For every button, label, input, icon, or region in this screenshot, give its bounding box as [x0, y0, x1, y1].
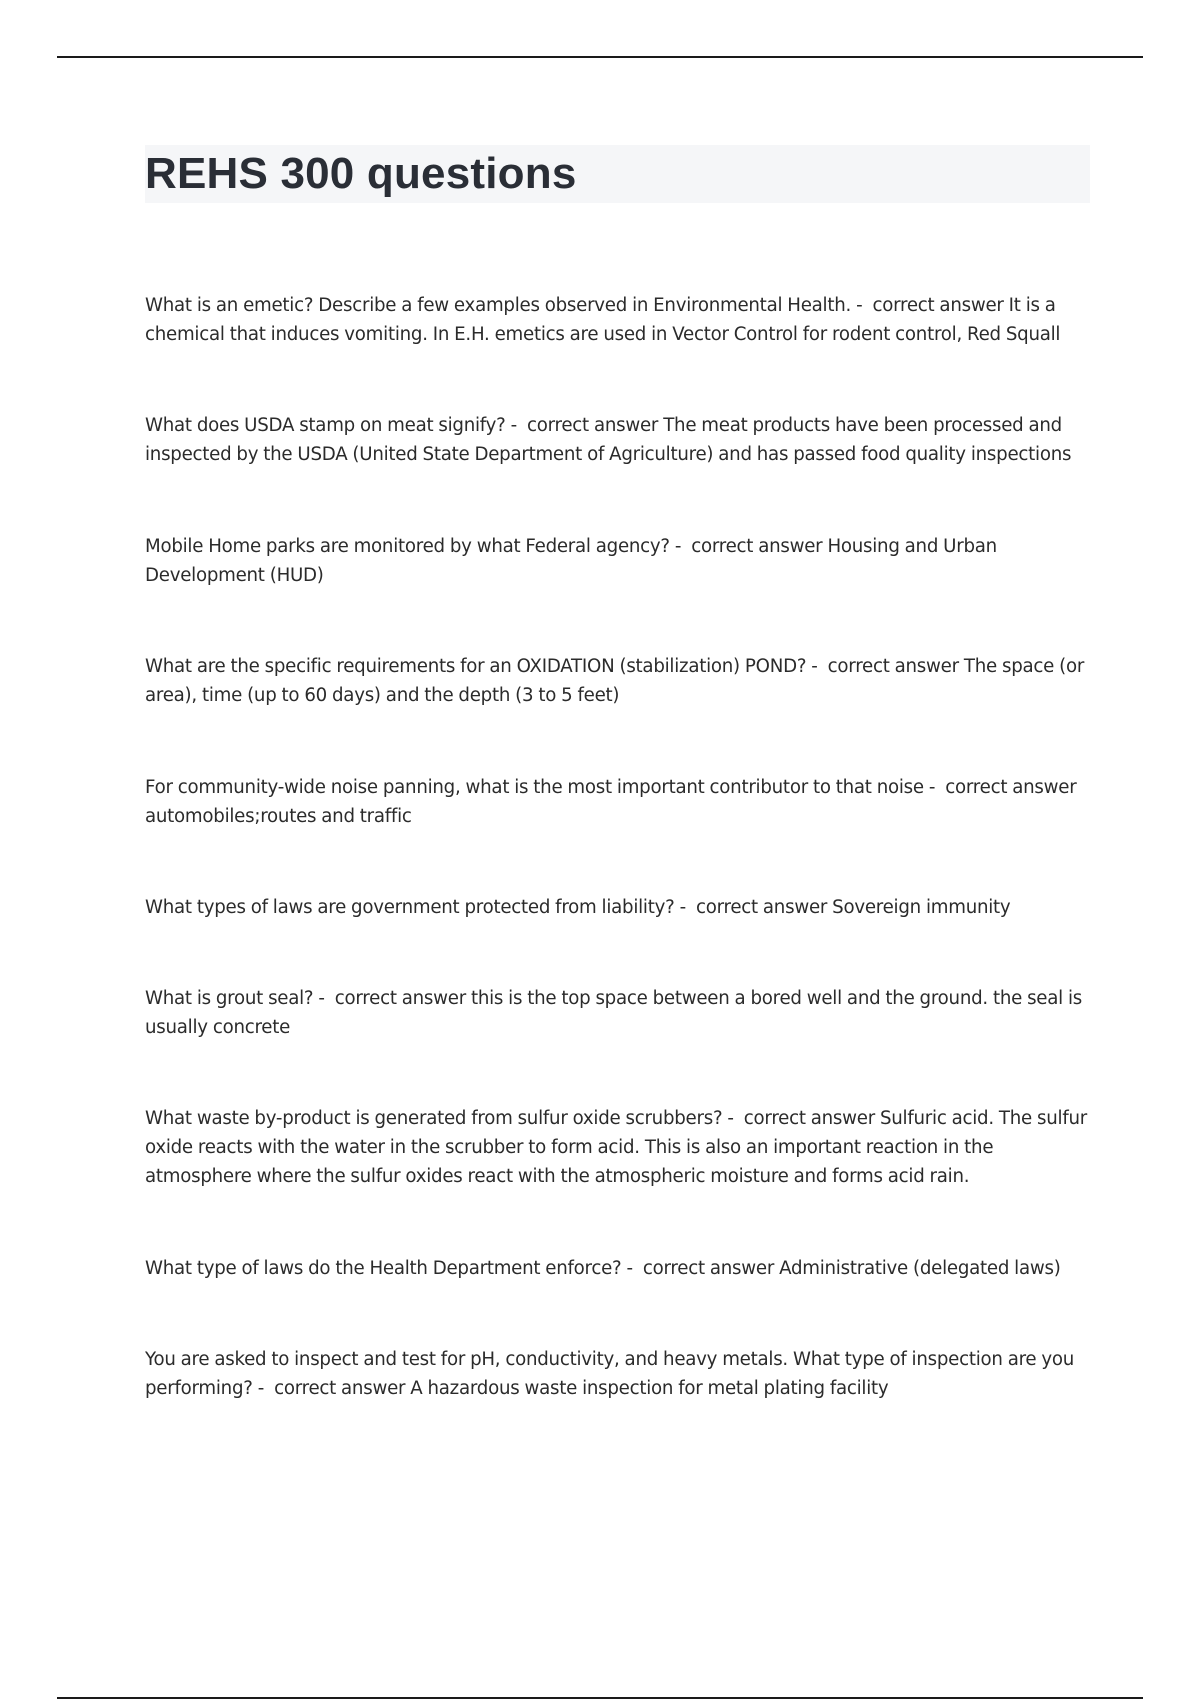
answer-prefix: correct answer — [274, 1378, 406, 1399]
answer-text: A hazardous waste inspection for metal plating facility — [410, 1378, 889, 1399]
qa-separator: - — [669, 536, 692, 557]
qa-separator: - — [621, 1258, 643, 1279]
question-text: What types of laws are government protected from liability? — [145, 897, 675, 918]
answer-prefix: correct answer — [827, 656, 959, 677]
answer-text: It is a chemical that induces vomiting. In E.H. emetics are used in Vector Control for rodent control, Red Squall — [145, 295, 1061, 345]
answer-text: Administrative (delegated laws) — [779, 1258, 1061, 1279]
qa-separator: - — [806, 656, 828, 677]
answer-prefix: correct answer — [526, 415, 659, 436]
qa-item — [145, 1254, 1095, 1283]
answer-prefix: correct answer — [334, 988, 466, 1009]
question-text: What is an emetic? Describe a few examples observed in Environmental Health. — [145, 295, 852, 316]
answer-text: this is the top space between a bored well and the ground. the seal is usually concrete — [145, 988, 1083, 1038]
answer-text: Sulfuric acid. The sulfur oxide reacts with the water in the scrubber to form acid. This is also an important reaction in the atmosphere where the sulfur oxides react with the atmospheric moisture and forms acid rain. — [145, 1108, 1087, 1187]
qa-separator: - — [923, 777, 946, 798]
top-rule — [57, 56, 1143, 58]
question-text: For community-wide noise panning, what is the most important contributor to that noise — [145, 777, 924, 798]
answer-prefix: correct answer — [642, 1258, 775, 1279]
qa-item — [145, 652, 1095, 710]
qa-separator: - — [505, 415, 527, 436]
answer-text: The meat products have been processed and inspected by the USDA (United State Department of Agriculture) and has passed food quality inspections — [145, 415, 1072, 465]
qa-item — [145, 411, 1095, 469]
question-text: What type of laws do the Health Department enforce? — [145, 1258, 622, 1279]
question-text: Mobile Home parks are monitored by what Federal agency? — [145, 536, 670, 557]
answer-text: Housing and Urban Development (HUD) — [145, 536, 997, 586]
answer-text: automobiles;routes and traffic — [145, 806, 412, 827]
qa-separator: - — [313, 988, 335, 1009]
qa-item — [145, 291, 1095, 349]
qa-separator: - — [722, 1108, 744, 1129]
qa-separator: - — [252, 1378, 275, 1399]
qa-item — [145, 1104, 1095, 1191]
question-text: What does USDA stamp on meat signify? — [145, 415, 506, 436]
document-title: REHS 300 questions — [145, 149, 577, 198]
qa-separator: - — [851, 295, 873, 316]
bottom-rule — [57, 1697, 1143, 1699]
answer-prefix: correct answer — [691, 536, 823, 557]
question-text: What are the specific requirements for an OXIDATION (stabilization) POND? — [145, 656, 807, 677]
qa-item — [145, 532, 1095, 590]
qa-item — [145, 1345, 1095, 1403]
qa-item — [145, 773, 1095, 831]
question-text: You are asked to inspect and test for pH, conductivity, and heavy metals. What type of inspection are you performing? — [145, 1349, 1075, 1399]
qa-item — [145, 893, 1095, 922]
qa-separator: - — [674, 897, 696, 918]
answer-text: Sovereign immunity — [832, 897, 1011, 918]
answer-prefix: correct answer — [945, 777, 1077, 798]
answer-prefix: correct answer — [743, 1108, 875, 1129]
question-text: What is grout seal? — [145, 988, 314, 1009]
question-text: What waste by-product is generated from sulfur oxide scrubbers? — [145, 1108, 723, 1129]
qa-item — [145, 984, 1095, 1042]
answer-prefix: correct answer — [872, 295, 1004, 316]
answer-text: The space (or area), time (up to 60 days) and the depth (3 to 5 feet) — [145, 656, 1085, 706]
answer-prefix: correct answer — [695, 897, 828, 918]
